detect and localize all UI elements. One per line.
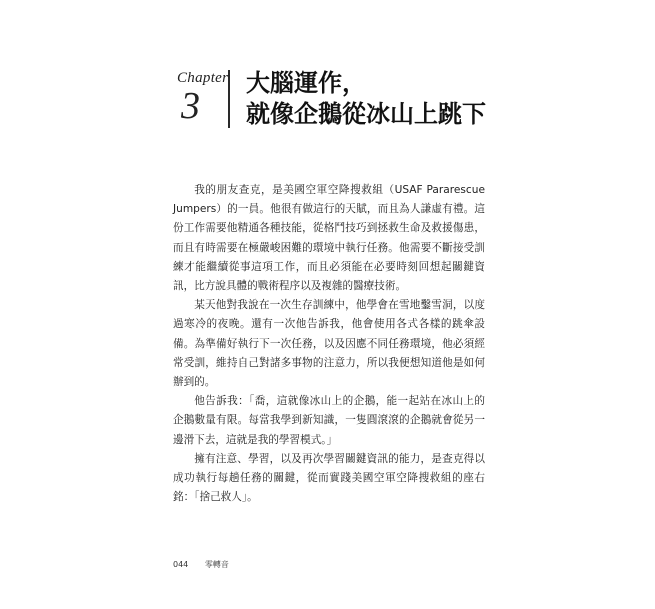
- paragraph: 擁有注意、學習，以及再次學習關鍵資訊的能力，是查克得以成功執行每趟任務的關鍵，從而實踐美國空軍空降搜救組的座右銘：「捨己救人」。: [173, 452, 485, 504]
- chapter-title: [246, 68, 486, 130]
- paragraph: 某天他對我說在一次生存訓練中，他學會在雪地鑿雪洞，以度過寒冷的夜晚。還有一次他告訴我，他會使用各式各樣的跳傘設備。為準備好執行下一次任務，以及因應不同任務環境，他必須經常受訓，維持自己對諸多事物的注意力，所以我便想知道他是如何辦到的。: [173, 299, 485, 389]
- paragraph: 他告訴我：「喬，這就像冰山上的企鵝，能一起站在冰山上的企鵝數量有限。每當我學到新知識，一隻圓滾滾的企鵝就會從另一邊滑下去，這就是我的學習模式。」: [173, 395, 485, 446]
- chapter-number: 3: [181, 85, 200, 127]
- chapter-divider: [228, 70, 230, 128]
- page-number: 044: [173, 560, 189, 569]
- running-title: 零轉音: [204, 560, 229, 569]
- chapter-title-line-2: 就像企鵝從冰山上跳下: [246, 100, 486, 128]
- page-footer: [173, 559, 229, 570]
- body-text: [173, 181, 485, 507]
- chapter-label: Chapter: [177, 70, 229, 86]
- chapter-title-line-1: 大腦運作，: [246, 69, 366, 97]
- paragraph: 我的朋友查克，是美國空軍空降搜救組（USAF Pararescue Jumpers）的一員。他很有做這行的天賦，而且為人謙虛有禮。這份工作需要他精通各種技能，從格鬥技巧到拯救生命及救援傷患，而且有時需要在極嚴峻困難的環境中執行任務。他需要不斷接受訓練才能繼續從事這項工作，而且必須能在必要時刻回想起關鍵資訊，比方說具體的戰術程序以及複雜的醫療技術。: [173, 184, 485, 293]
